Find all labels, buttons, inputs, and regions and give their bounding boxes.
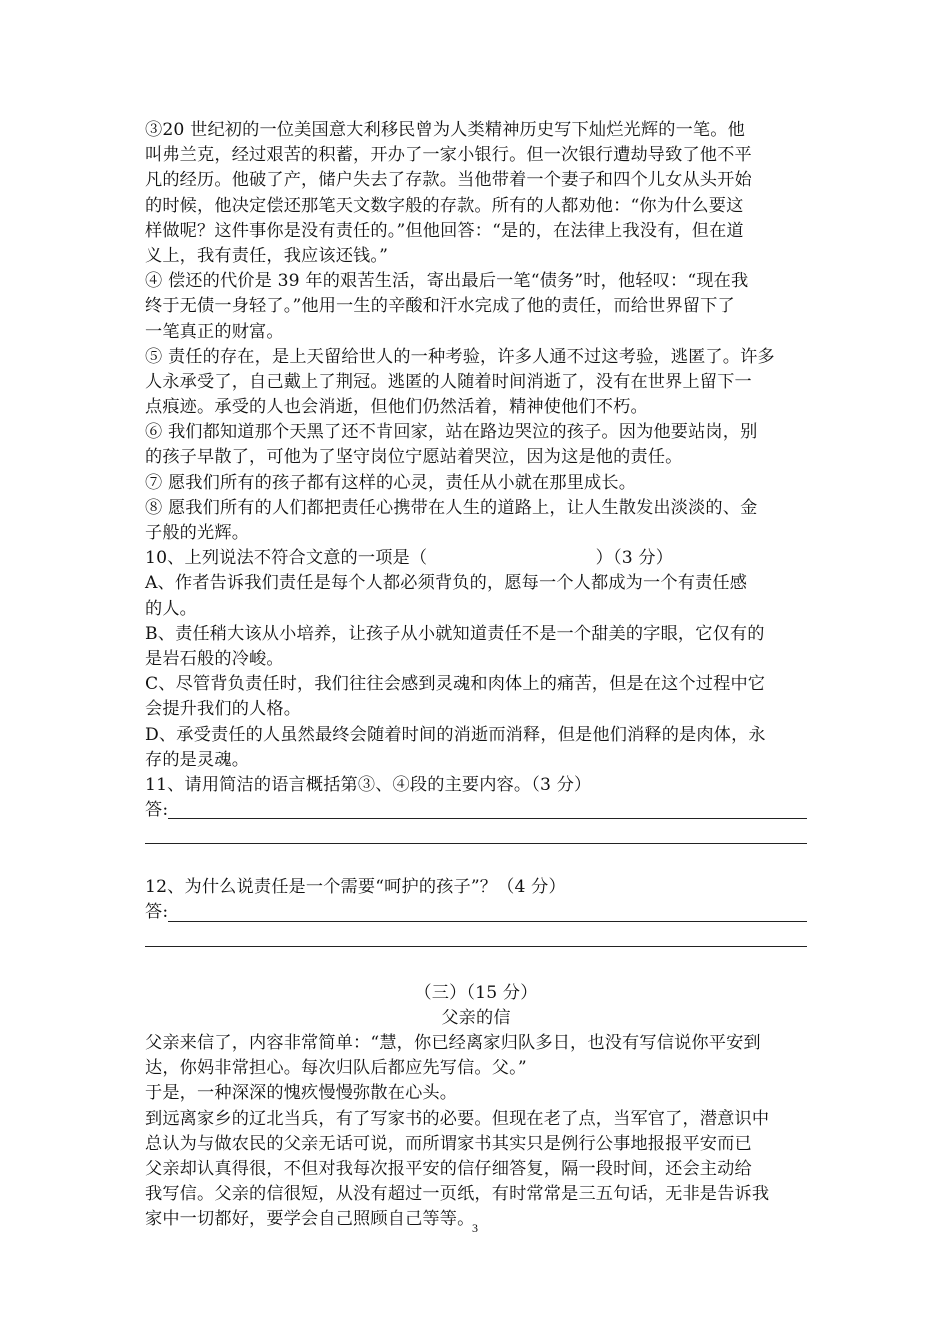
text-line: 达，你妈非常担心。每次归队后都应先写信。父。” bbox=[145, 1058, 527, 1079]
text-line: 的时候，他决定偿还那笔天文数字般的存款。所有的人都劝他：“你为什么要这 bbox=[145, 195, 744, 216]
text-line: 子般的光辉。 bbox=[145, 523, 250, 543]
option-line: A、作者告诉我们责任是每个人都必须背负的，愿每一个人都成为一个有责任感 bbox=[145, 573, 748, 594]
text-line: 凡的经历。他破了产，储户失去了存款。当他带着一个妻子和四个儿女从头开始 bbox=[145, 170, 752, 191]
document-body bbox=[145, 118, 807, 1233]
option-line: 会提升我们的人格。 bbox=[145, 699, 302, 720]
text-line: 到远离家乡的辽北当兵，有了写家书的必要。但现在老了点，当军官了，潜意识中 bbox=[145, 1108, 770, 1129]
question-stem: 12、为什么说责任是一个需要“呵护的孩子”？（4 分） bbox=[145, 877, 566, 898]
text-line: 家中一切都好，要学会自己照顾自己等等。 bbox=[145, 1209, 475, 1230]
answer-line[interactable] bbox=[168, 921, 807, 922]
section-3 bbox=[145, 981, 807, 1233]
option-line: C、尽管背负责任时，我们往往会感到灵魂和肉体上的痛苦，但是在这个过程中它 bbox=[145, 674, 766, 695]
text-line: ④ 偿还的代价是 39 年的艰苦生活，寄出最后一笔“债务”时，他轻叹：“现在我 bbox=[145, 271, 749, 292]
answer-label: 答: bbox=[145, 902, 169, 923]
text-line: 样做呢？这件事你是没有责任的。”但他回答：“是的，在法律上我没有，但在道 bbox=[145, 220, 744, 241]
question-12 bbox=[145, 875, 807, 980]
question-11 bbox=[145, 773, 807, 875]
option-line: 的人。 bbox=[145, 598, 198, 619]
paragraph-3 bbox=[145, 118, 807, 269]
text-line: 父亲来信了，内容非常简单：“慧，你已经离家归队多日，也没有写信说你平安到 bbox=[145, 1033, 761, 1053]
text-line: 义上，我有责任，我应该还钱。” bbox=[145, 245, 389, 266]
paragraph-4 bbox=[145, 269, 807, 345]
question-stem: 10、上列说法不符合文意的一项是（ ）（3 分） bbox=[145, 548, 674, 569]
page-number: 3 bbox=[472, 1221, 478, 1235]
paragraph-8 bbox=[145, 496, 807, 546]
text-line: ⑦ 愿我们所有的孩子都有这样的心灵，责任从小就在那里成长。 bbox=[145, 472, 637, 493]
answer-label: 答: bbox=[145, 800, 169, 821]
answer-row[interactable] bbox=[145, 798, 807, 823]
text-line: ⑥ 我们都知道那个天黑了还不肯回家，站在路边哭泣的孩子。因为他要站岗，别 bbox=[145, 422, 758, 443]
text-line: ⑤ 责任的存在，是上天留给世人的一种考验，许多人通不过这考验，逃匿了。许多 bbox=[145, 346, 775, 367]
text-line: 我写信。父亲的信很短，从没有超过一页纸，有时常常是三五句话，无非是告诉我 bbox=[145, 1184, 770, 1205]
text-line: 点痕迹。承受的人也会消逝，但他们仍然活着，精神使他们不朽。 bbox=[145, 397, 648, 418]
text-line: 终于无债一身轻了。”他用一生的辛酸和汗水完成了他的责任，而给世界留下了 bbox=[145, 296, 735, 317]
text-line: 于是，一种深深的愧疚慢慢弥散在心头。 bbox=[145, 1083, 458, 1104]
paragraph-5 bbox=[145, 345, 807, 421]
article-title: 父亲的信 bbox=[441, 1007, 511, 1028]
text-line: ③20 世纪初的一位美国意大利移民曾为人类精神历史写下灿烂光辉的一笔。他 bbox=[145, 120, 745, 140]
option-line: 是岩石般的冷峻。 bbox=[145, 648, 284, 669]
paragraph-6 bbox=[145, 420, 807, 470]
question-10 bbox=[145, 546, 807, 773]
paragraph-7 bbox=[145, 471, 807, 496]
option-line: B、责任稍大该从小培养，让孩子从小就知道责任不是一个甜美的字眼，它仅有的 bbox=[145, 623, 765, 644]
text-line: 总认为与做农民的父亲无话可说，而所谓家书其实只是例行公事地报报平安而已 bbox=[145, 1133, 752, 1154]
section-heading: （三）（15 分） bbox=[414, 982, 538, 1003]
text-line: 人永承受了，自己戴上了荆冠。逃匿的人随着时间消逝了，没有在世界上留下一 bbox=[145, 371, 752, 392]
text-line: ⑧ 愿我们所有的人们都把责任心携带在人生的道路上，让人生散发出淡淡的、金 bbox=[145, 497, 758, 518]
option-line: D、承受责任的人虽然最终会随着时间的消逝而消释，但是他们消释的是肉体，永 bbox=[145, 724, 766, 745]
text-line: 的孩子早散了，可他为了坚守岗位宁愿站着哭泣，因为这是他的责任。 bbox=[145, 447, 683, 468]
answer-row[interactable] bbox=[145, 900, 807, 925]
text-line: 一笔真正的财富。 bbox=[145, 321, 284, 342]
answer-line[interactable] bbox=[168, 818, 807, 819]
text-line: 父亲却认真得很，不但对我每次报平安的信仔细答复，隔一段时间，还会主动给 bbox=[145, 1158, 752, 1179]
text-line: 叫弗兰克，经过艰苦的积蓄，开办了一家小银行。但一次银行遭劫导致了他不平 bbox=[145, 145, 752, 166]
question-stem: 11、请用简洁的语言概括第③、④段的主要内容。（3 分） bbox=[145, 774, 592, 795]
option-line: 存的是灵魂。 bbox=[145, 749, 250, 770]
